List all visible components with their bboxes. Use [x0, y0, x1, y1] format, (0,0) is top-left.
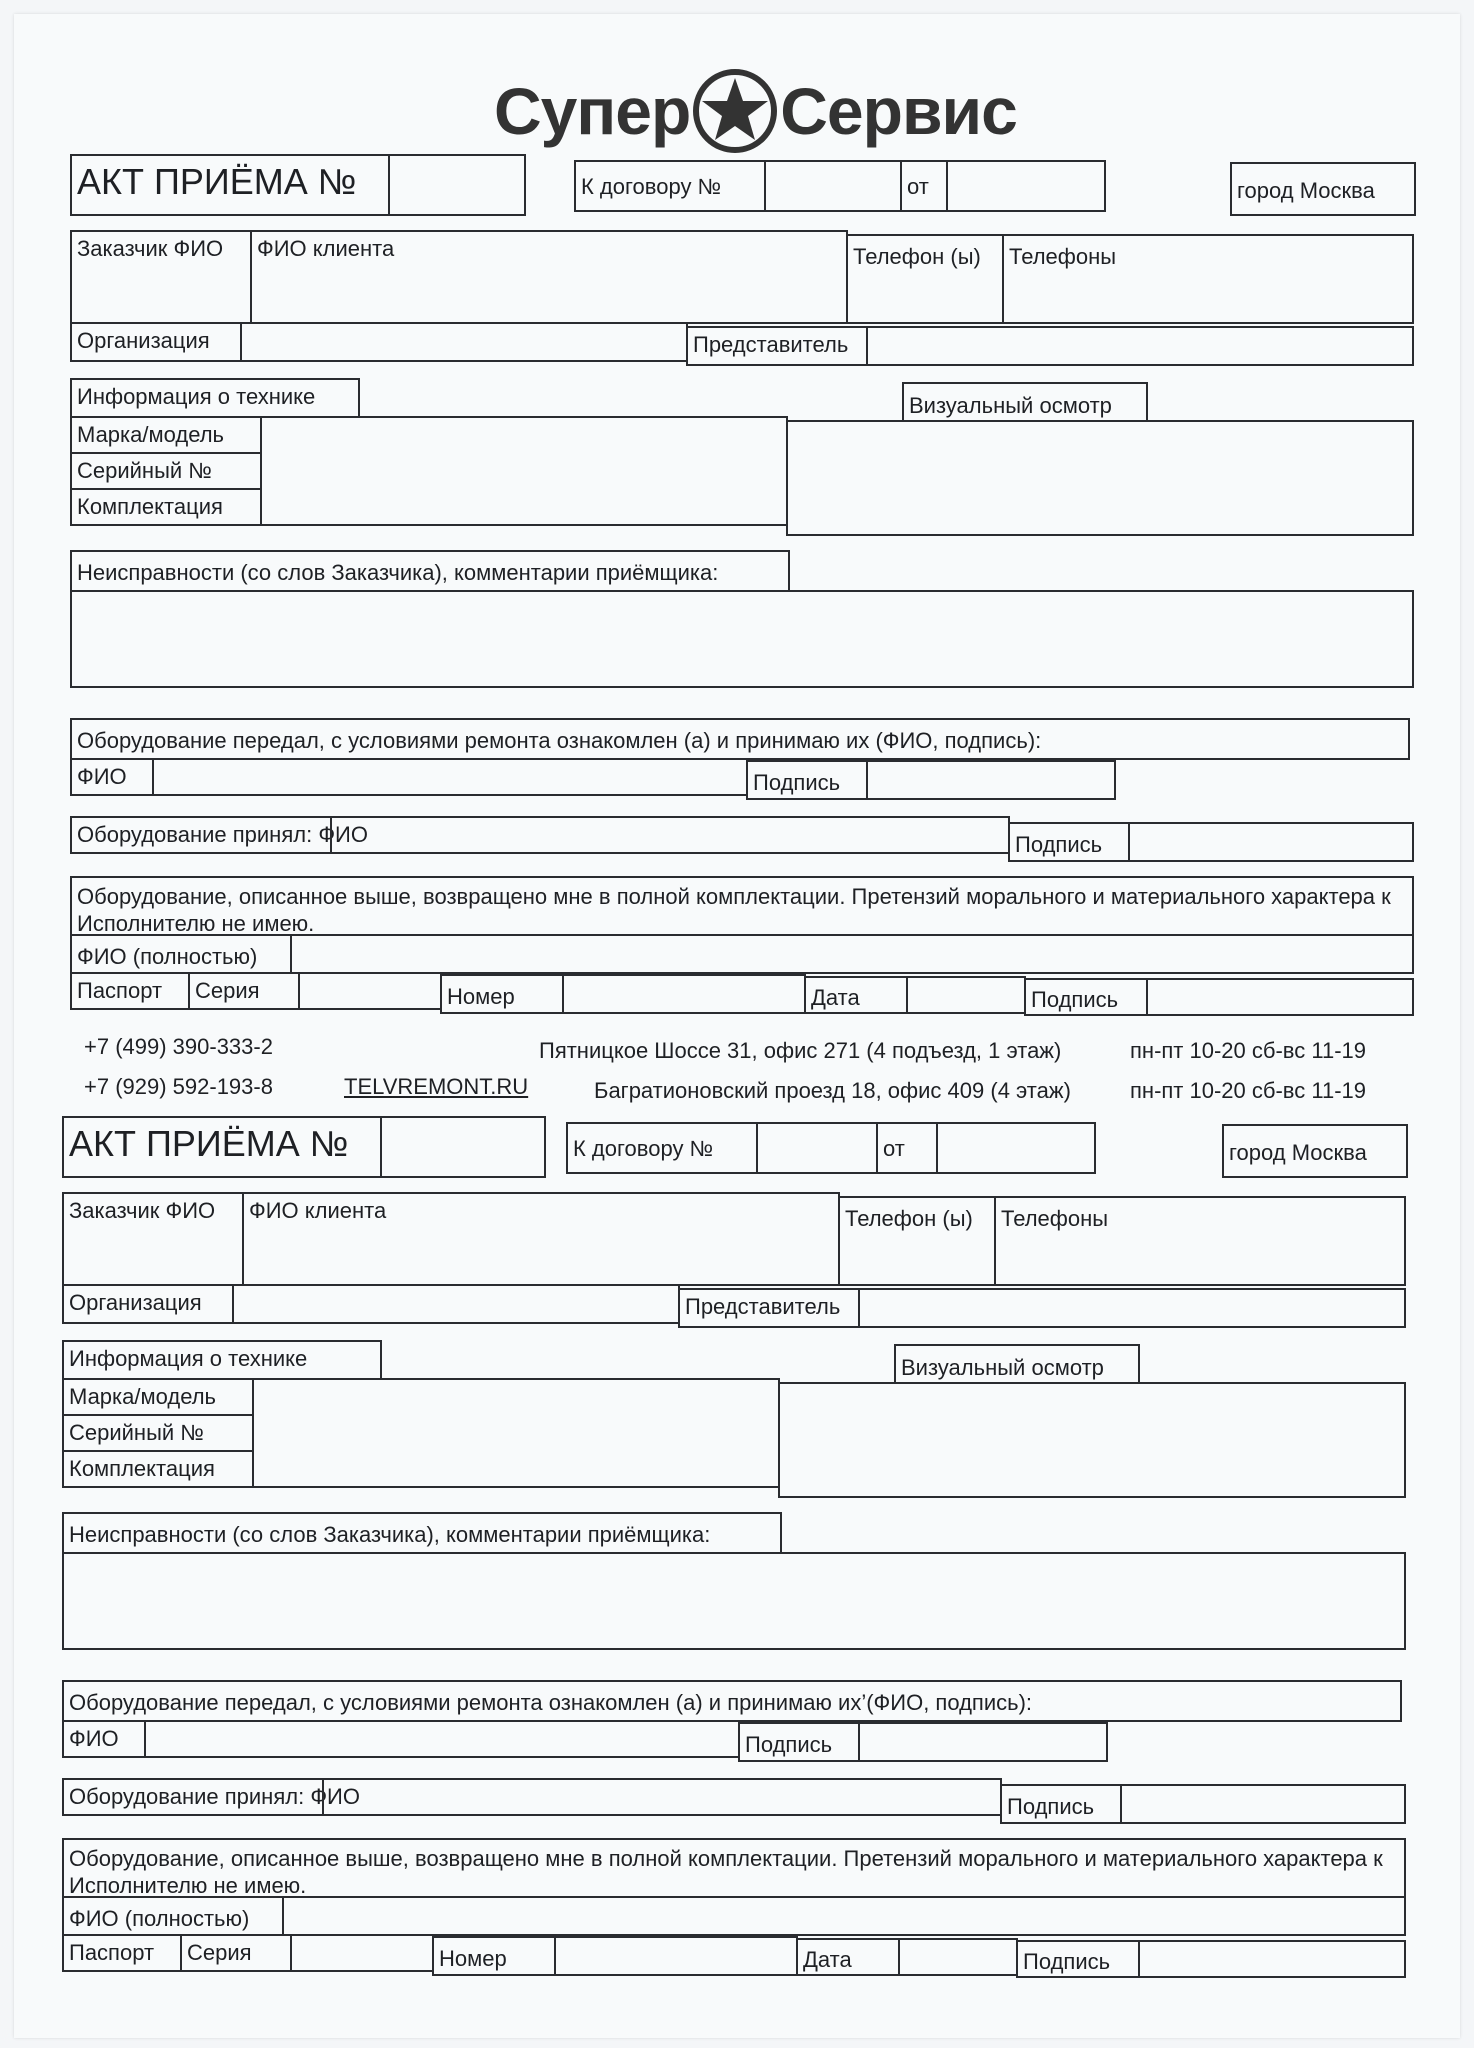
passport-label: Паспорт: [70, 972, 190, 1010]
address-1: Пятницкое Шоссе 31, офис 271 (4 подъезд, 1 этаж): [539, 1038, 1062, 1063]
returned-statement-2: Оборудование, описанное выше, возвращено мне в полной комплектации. Претензий морального и материального характера к Исполнителю не имею.: [62, 1838, 1406, 1898]
customer-name-field-2[interactable]: ФИО клиента: [242, 1192, 840, 1286]
org-label: Организация: [70, 322, 242, 362]
handed-fio-field[interactable]: [152, 758, 748, 796]
brand-name-part1: Супер: [494, 74, 691, 148]
return-signature-field-2[interactable]: [1138, 1940, 1406, 1978]
model-label-2: Марка/модель: [62, 1378, 254, 1416]
contract-date-field-2[interactable]: [936, 1122, 1096, 1174]
accepted-label-2: [62, 1778, 360, 1816]
serial-label: Серийный №: [70, 452, 262, 490]
org-field-2[interactable]: [232, 1284, 680, 1324]
org-field[interactable]: [240, 322, 688, 362]
contract-number-field[interactable]: [764, 160, 902, 212]
accepted-signature-field[interactable]: [1128, 822, 1414, 862]
contract-label: К договору №: [574, 160, 766, 212]
act-title: АКТ ПРИЁМА №: [70, 154, 390, 216]
date-label: Дата: [804, 976, 908, 1014]
phone-label: Телефон (ы): [846, 234, 1004, 324]
contract-label-2: К договору №: [566, 1122, 758, 1174]
number-label: Номер: [440, 974, 564, 1014]
return-signature-field[interactable]: [1146, 978, 1414, 1016]
tech-info-label-2: Информация о технике: [62, 1340, 382, 1380]
number-label-2: Номер: [432, 1936, 556, 1976]
series-label: Серия: [188, 972, 300, 1010]
date-field[interactable]: [906, 976, 1026, 1014]
fio-full-label-2: ФИО (полностью): [62, 1896, 284, 1936]
tech-info-label: Информация о технике: [70, 378, 360, 418]
org-label-2: Организация: [62, 1284, 234, 1324]
visual-inspection-label-2: Визуальный осмотр: [894, 1344, 1140, 1384]
return-signature-label-2: Подпись: [1016, 1940, 1140, 1978]
phone-1: +7 (499) 390-333-2: [84, 1034, 273, 1059]
signature-label: Подпись: [746, 760, 868, 800]
fio-full-label: ФИО (полностью): [70, 934, 292, 974]
fio-label-2: ФИО: [62, 1720, 146, 1758]
accepted-signature-label-2: Подпись: [1000, 1784, 1122, 1824]
phone-field[interactable]: Телефоны: [1002, 234, 1414, 324]
faults-field-2[interactable]: [62, 1552, 1406, 1650]
handed-fio-field-2[interactable]: [144, 1720, 740, 1758]
accepted-label-text-2: Оборудование принял:: [69, 1784, 305, 1809]
faults-field[interactable]: [70, 590, 1414, 688]
tech-details-field[interactable]: [260, 416, 788, 526]
return-signature-label: Подпись: [1024, 978, 1148, 1016]
act-title-2: АКТ ПРИЁМА №: [62, 1116, 382, 1178]
serial-label-2: Серийный №: [62, 1414, 254, 1452]
accepted-label-text: Оборудование принял:: [77, 822, 313, 847]
tech-details-field-2[interactable]: [252, 1378, 780, 1488]
handed-over-label-2: Оборудование передал, с условиями ремонта ознакомлен (а) и принимаю их’(ФИО, подпись):: [62, 1680, 1402, 1722]
contract-date-field[interactable]: [946, 160, 1106, 212]
faults-label: Неисправности (со слов Заказчика), комментарии приёмщика:: [70, 550, 790, 592]
accepted-label: [70, 816, 368, 854]
act-number-field-2[interactable]: [380, 1116, 546, 1178]
accepted-fio-field[interactable]: [330, 816, 1010, 854]
accepted-signature-field-2[interactable]: [1120, 1784, 1406, 1824]
phone-field-2[interactable]: Телефоны: [994, 1196, 1406, 1286]
rep-label-2: Представитель: [678, 1288, 860, 1328]
customer-name-field[interactable]: ФИО клиента: [250, 230, 848, 324]
fio-full-field[interactable]: [290, 934, 1414, 974]
fio-full-field-2[interactable]: [282, 1896, 1406, 1936]
signature-label-2: Подпись: [738, 1722, 860, 1762]
passport-number-field[interactable]: [562, 974, 806, 1014]
series-field[interactable]: [298, 972, 442, 1010]
accepted-fio-field-2[interactable]: [322, 1778, 1002, 1816]
rep-field[interactable]: [866, 326, 1414, 366]
fio-label: ФИО: [70, 758, 154, 796]
kit-label-2: Комплектация: [62, 1450, 254, 1488]
date-label-2: Дата: [796, 1938, 900, 1976]
visual-inspection-field[interactable]: [786, 420, 1414, 536]
customer-label: Заказчик ФИО: [70, 230, 252, 324]
date-field-2[interactable]: [898, 1938, 1018, 1976]
phone-label-2: Телефон (ы): [838, 1196, 996, 1286]
rep-field-2[interactable]: [858, 1288, 1406, 1328]
handed-signature-field-2[interactable]: [858, 1722, 1108, 1762]
series-field-2[interactable]: [290, 1934, 434, 1972]
from-label-2: от: [876, 1122, 938, 1174]
rep-label: Представитель: [686, 326, 868, 366]
hours-2: пн-пт 10-20 сб-вс 11-19: [1130, 1078, 1366, 1103]
kit-label: Комплектация: [70, 488, 262, 526]
accepted-fio-label-2: ФИО: [310, 1784, 360, 1809]
address-2: Багратионовский проезд 18, офис 409 (4 этаж): [594, 1078, 1071, 1103]
hours-1: пн-пт 10-20 сб-вс 11-19: [1130, 1038, 1366, 1063]
visual-inspection-field-2[interactable]: [778, 1382, 1406, 1498]
returned-statement: Оборудование, описанное выше, возвращено мне в полной комплектации. Претензий морального и материального характера к Исполнителю не имею.: [70, 876, 1414, 936]
accepted-signature-label: Подпись: [1008, 822, 1130, 862]
star-icon: [692, 68, 778, 154]
visual-inspection-label: Визуальный осмотр: [902, 382, 1148, 422]
handed-over-label: Оборудование передал, с условиями ремонта ознакомлен (а) и принимаю их (ФИО, подпись):: [70, 718, 1410, 760]
brand-logo: [494, 68, 1017, 154]
faults-label-2: Неисправности (со слов Заказчика), комментарии приёмщика:: [62, 1512, 782, 1554]
scanned-page: [14, 14, 1460, 2038]
model-label: Марка/модель: [70, 416, 262, 454]
customer-label-2: Заказчик ФИО: [62, 1192, 244, 1286]
passport-number-field-2[interactable]: [554, 1936, 798, 1976]
handed-signature-field[interactable]: [866, 760, 1116, 800]
series-label-2: Серия: [180, 1934, 292, 1972]
brand-name-part2: Сервис: [780, 74, 1017, 148]
phone-2: +7 (929) 592-193-8: [84, 1074, 273, 1099]
passport-label-2: Паспорт: [62, 1934, 182, 1972]
site-link[interactable]: TELVREMONT.RU: [344, 1074, 529, 1099]
from-label: от: [900, 160, 948, 212]
city-2: город Москва: [1222, 1124, 1408, 1178]
city: город Москва: [1230, 162, 1416, 216]
contract-number-field-2[interactable]: [756, 1122, 878, 1174]
accepted-fio-label: ФИО: [318, 822, 368, 847]
act-number-field[interactable]: [388, 154, 526, 216]
